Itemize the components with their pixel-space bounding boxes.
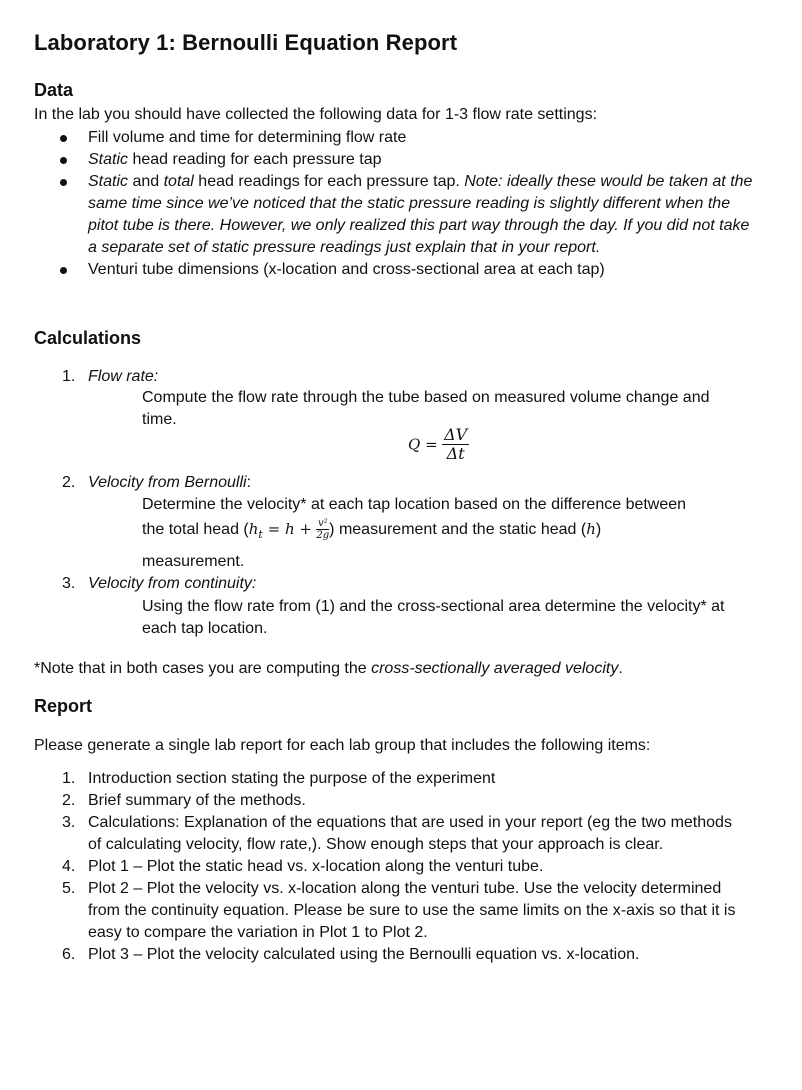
report-intro: Please generate a single lab report for each lab group that includes the following items:: [34, 737, 651, 754]
data-bullet-item: Venturi tube dimensions (x-location and cross-sectional area at each tap): [58, 259, 758, 281]
report-item: 5. Plot 2 – Plot the velocity vs. x-location along the venturi tube. Use the velocity determined from the continuity equation. Please be sure to use the same limits on the x-axis so that it is easy to compare the variation in Plot 1 to Plot 2.: [62, 880, 736, 941]
flow-rate-fraction: $\frac{\Delta V}{\Delta t}$: [444, 425, 468, 463]
data-bullet-list: [58, 127, 758, 281]
calc-item-flow-rate-text: Compute the flow rate through the tube based on measured volume change and time.: [142, 389, 710, 428]
data-bullet-item: Static and total head readings for each pressure tap. Note: ideally these would be taken at the same time since we’ve noticed that the static pressure reading is slightly different when the pitot tube is there. However, we only realized this part way through the day. If you did not take a separate set of static pressure readings just explain that in your report.: [58, 171, 758, 259]
data-heading: Data: [34, 80, 74, 100]
report-item: 1. Introduction section stating the purpose of the experiment: [62, 770, 496, 787]
calc-item-bernoulli: 2. Velocity from Bernoulli:: [62, 474, 252, 491]
calc-item-bernoulli-text3: measurement.: [142, 553, 245, 570]
flow-rate-equation: Q = $\frac{\Delta V}{\Delta t}$: [408, 425, 468, 463]
static-reading-note: Note: ideally these would be taken at the same time since we’ve noticed that the static pressure reading is slightly different when the pitot tube is there. However, we only realized this part way through the day. If you did not take a separate set of static pressure readings just explain that in your report.: [88, 173, 753, 256]
calc-item-continuity-text: Using the flow rate from (1) and the cross-sectional area determine the velocity* at each tap location.: [142, 598, 725, 637]
calc-item-bernoulli-text1: Determine the velocity* at each tap location based on the difference between: [142, 496, 687, 513]
data-bullet-item: Static head reading for each pressure tap: [58, 149, 758, 171]
data-intro: In the lab you should have collected the following data for 1-3 flow rate settings:: [34, 106, 598, 123]
report-item: 4. Plot 1 – Plot the static head vs. x-location along the venturi tube.: [62, 858, 544, 875]
velocity-note: *Note that in both cases you are computing the cross-sectionally averaged velocity.: [34, 660, 623, 677]
report-item-list: [62, 768, 742, 966]
data-bullet-item: Fill volume and time for determining flow rate: [58, 127, 758, 149]
report-item: 3. Calculations: Explanation of the equations that are used in your report (eg the two methods of calculating velocity, flow rate,). Show enough steps that your approach is clear.: [62, 814, 732, 853]
report-item: 6. Plot 3 – Plot the velocity calculated using the Bernoulli equation vs. x-location.: [62, 946, 640, 963]
report-item: 2. Brief summary of the methods.: [62, 792, 306, 809]
velocity-head-fraction: $\frac{\text{v²}}{2g}$: [316, 518, 330, 542]
calc-item-bernoulli-text2: the total head ($h_t = h$ + $\frac{\text{v²}}{2g}$ ) measurement and the static head (h): [142, 518, 602, 542]
calc-item-continuity: 3. Velocity from continuity:: [62, 575, 257, 592]
report-heading: Report: [34, 696, 92, 716]
calc-item-flow-rate: 1. Flow rate:: [62, 368, 159, 385]
page-title: Laboratory 1: Bernoulli Equation Report: [34, 30, 458, 55]
calculations-heading: Calculations: [34, 328, 142, 348]
